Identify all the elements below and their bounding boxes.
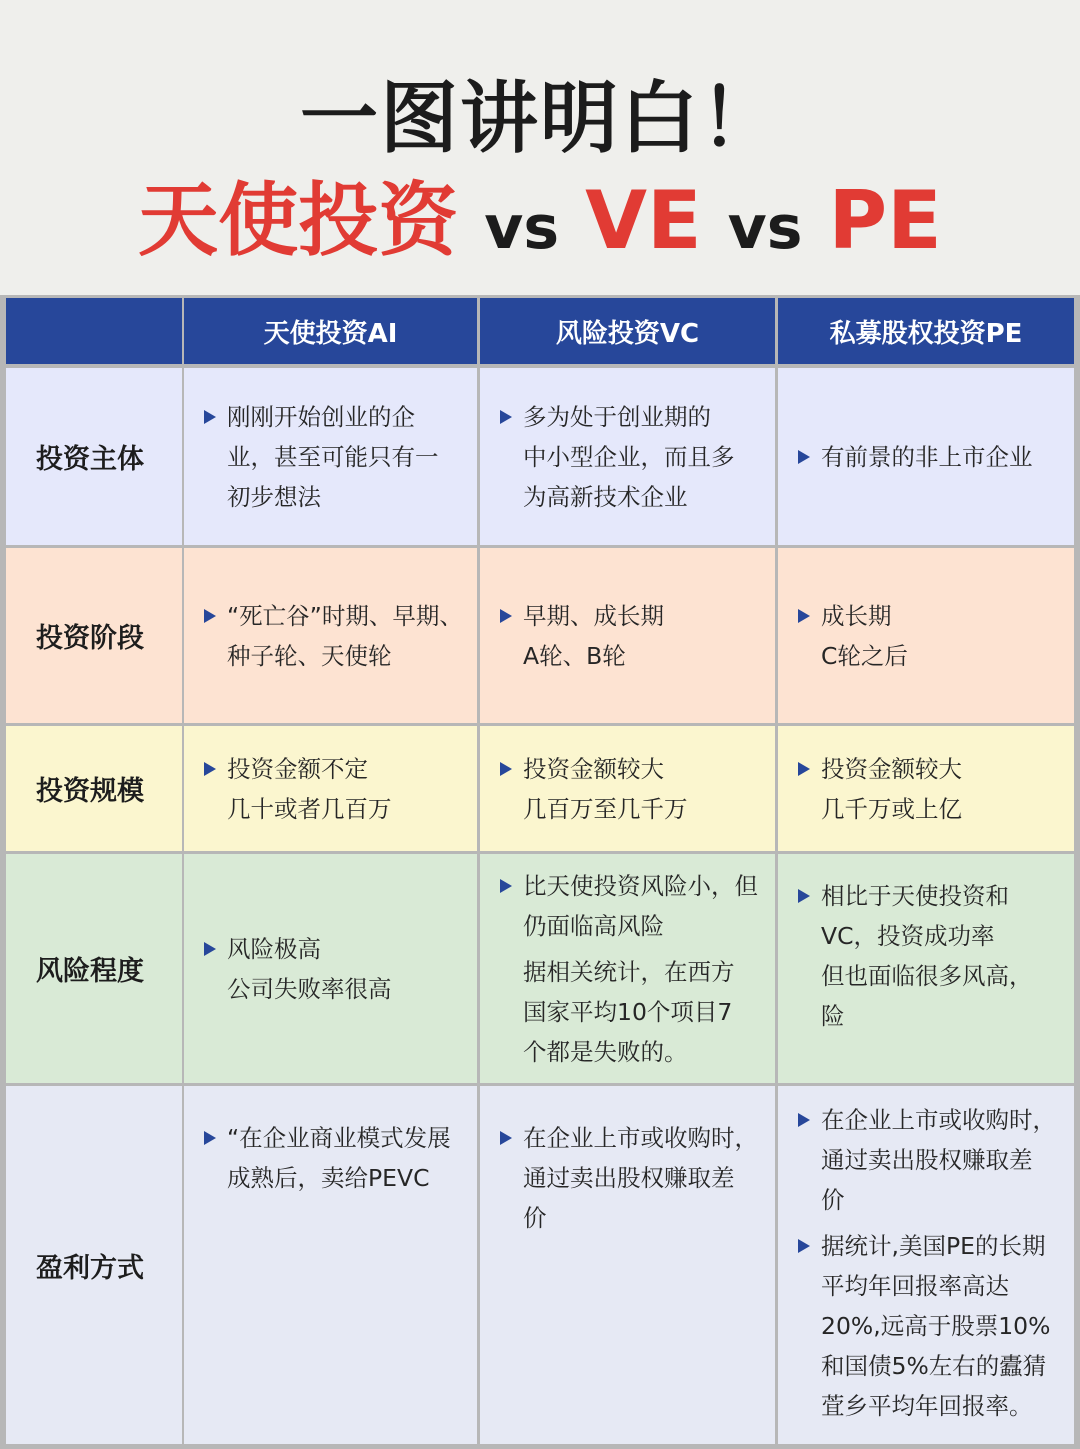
text-line: 风险极高 bbox=[227, 934, 321, 963]
bullet-triangle-icon bbox=[204, 942, 216, 956]
text-line: 几百万至几千万 bbox=[523, 794, 688, 823]
bullet-text bbox=[821, 437, 1033, 477]
text-line: 和国债5%左右的蠹猜 bbox=[821, 1352, 1047, 1380]
bullet-triangle-icon bbox=[500, 410, 512, 424]
text-line: 20%,远高于股票10% bbox=[821, 1312, 1051, 1340]
bullet-item bbox=[204, 1118, 465, 1198]
bullet-triangle-icon bbox=[204, 609, 216, 623]
bullet-triangle-icon bbox=[204, 1131, 216, 1145]
table-cell bbox=[480, 548, 775, 723]
text-line: 中小型企业，而且多 bbox=[523, 442, 735, 471]
text-line: VC，投资成功率 bbox=[821, 922, 995, 950]
subtitle-vs-1: vs bbox=[484, 193, 560, 263]
bullet-item bbox=[798, 437, 1062, 477]
text-line: C轮之后 bbox=[821, 641, 908, 670]
bullet-text bbox=[821, 1226, 1050, 1426]
bullet-text bbox=[523, 749, 688, 829]
text-line: 通过卖出股权赚取差 bbox=[821, 1146, 1033, 1174]
text-line: 成熟后，卖给PEVC bbox=[227, 1164, 430, 1192]
table-cell bbox=[778, 368, 1074, 545]
bullet-text bbox=[523, 596, 664, 676]
title-area bbox=[0, 0, 1080, 295]
subtitle-ve: VE bbox=[585, 174, 702, 267]
bullet-item bbox=[204, 749, 465, 829]
column-header: 天使投资AI bbox=[184, 298, 477, 364]
row-label: 投资规模 bbox=[6, 726, 182, 851]
bullet-text bbox=[821, 749, 962, 829]
bullet-text bbox=[821, 876, 1033, 1036]
table-cell bbox=[778, 548, 1074, 723]
bullet-item bbox=[500, 749, 763, 829]
bullet-item bbox=[500, 596, 763, 676]
text-line: 投资金额较大 bbox=[821, 754, 962, 783]
bullet-item bbox=[204, 596, 465, 676]
bullet-triangle-icon bbox=[798, 1239, 810, 1253]
page-title: 一图讲明白！ bbox=[299, 74, 780, 164]
bullet-text bbox=[821, 596, 908, 676]
table-cell bbox=[184, 726, 477, 851]
table-cell bbox=[480, 726, 775, 851]
table-cell bbox=[778, 726, 1074, 851]
text-line: 在企业上市或收购时， bbox=[523, 1124, 758, 1152]
header-corner bbox=[6, 298, 182, 364]
bullet-text bbox=[523, 1118, 758, 1238]
bullet-triangle-icon bbox=[500, 879, 512, 893]
column-header: 风险投资VC bbox=[480, 298, 775, 364]
table-cell bbox=[184, 548, 477, 723]
text-line: 种子轮、天使轮 bbox=[227, 641, 392, 670]
table-cell bbox=[480, 854, 775, 1083]
bullet-triangle-icon bbox=[500, 965, 512, 979]
bullet-text bbox=[227, 397, 439, 517]
bullet-triangle-icon bbox=[500, 762, 512, 776]
bullet-item bbox=[204, 929, 465, 1009]
text-line: 初步想法 bbox=[227, 482, 321, 511]
column-header: 私募股权投资PE bbox=[778, 298, 1074, 364]
subtitle-pe: PE bbox=[828, 174, 942, 267]
text-line: 比天使投资风险小，但 bbox=[523, 871, 758, 900]
row-label: 投资主体 bbox=[6, 368, 182, 545]
bullet-item bbox=[798, 1226, 1062, 1426]
table-cell bbox=[184, 1086, 477, 1444]
text-line: 价 bbox=[523, 1204, 547, 1232]
bullet-text bbox=[227, 1118, 451, 1198]
text-line: 为高新技术企业 bbox=[523, 482, 688, 511]
bullet-triangle-icon bbox=[204, 762, 216, 776]
bullet-text bbox=[227, 929, 392, 1009]
bullet-triangle-icon bbox=[500, 609, 512, 623]
bullet-triangle-icon bbox=[798, 450, 810, 464]
bullet-triangle-icon bbox=[798, 1113, 810, 1127]
text-line: 险 bbox=[821, 1002, 845, 1030]
text-line: 价 bbox=[821, 1186, 845, 1214]
table-cell bbox=[778, 1086, 1074, 1444]
text-line: “在企业商业模式发展 bbox=[227, 1124, 451, 1152]
text-line: 公司失败率很高 bbox=[227, 974, 392, 1003]
bullet-triangle-icon bbox=[798, 889, 810, 903]
text-line: 早期、成长期 bbox=[523, 601, 664, 630]
row-label: 风险程度 bbox=[6, 854, 182, 1083]
text-line: 投资金额较大 bbox=[523, 754, 664, 783]
text-line: 萓乡平均年回报率。 bbox=[821, 1392, 1033, 1420]
bullet-text bbox=[523, 952, 735, 1072]
table-cell bbox=[184, 368, 477, 545]
bullet-item bbox=[798, 876, 1062, 1036]
bullet-item bbox=[500, 952, 763, 1072]
text-line: 相比于天使投资和 bbox=[821, 882, 1009, 910]
bullet-text bbox=[227, 749, 392, 829]
bullet-text bbox=[523, 866, 758, 946]
table-cell bbox=[480, 368, 775, 545]
bullet-triangle-icon bbox=[798, 762, 810, 776]
bullet-text bbox=[523, 397, 735, 517]
bullet-item bbox=[500, 1118, 763, 1238]
bullet-item bbox=[798, 1100, 1062, 1220]
bullet-triangle-icon bbox=[500, 1131, 512, 1145]
bullet-item bbox=[500, 397, 763, 517]
text-line: 仍面临高风险 bbox=[523, 911, 664, 940]
subtitle-vs-2: vs bbox=[727, 193, 803, 263]
text-line: 几千万或上亿 bbox=[821, 794, 962, 823]
page-subtitle bbox=[0, 156, 1080, 271]
bullet-text bbox=[227, 596, 463, 676]
bullet-item bbox=[798, 749, 1062, 829]
subtitle-angel: 天使投资 bbox=[138, 174, 459, 267]
bullet-item bbox=[204, 397, 465, 517]
table-cell bbox=[480, 1086, 775, 1444]
text-line: “死亡谷”时期、早期、 bbox=[227, 601, 463, 630]
text-line: 在企业上市或收购时， bbox=[821, 1106, 1056, 1134]
text-line: 国家平均10个项目7 bbox=[523, 997, 733, 1026]
text-line: 刚刚开始创业的企 bbox=[227, 402, 415, 431]
table-cell bbox=[778, 854, 1074, 1083]
text-line: 据统计,美国PE的长期 bbox=[821, 1232, 1046, 1260]
row-label: 投资阶段 bbox=[6, 548, 182, 723]
comparison-table bbox=[0, 295, 1080, 1449]
bullet-triangle-icon bbox=[798, 609, 810, 623]
bullet-item bbox=[798, 596, 1062, 676]
text-line: 多为处于创业期的 bbox=[523, 402, 711, 431]
text-line: 通过卖出股权赚取差 bbox=[523, 1164, 735, 1192]
text-line: 但也面临很多风高， bbox=[821, 962, 1033, 990]
text-line: 有前景的非上市企业 bbox=[821, 442, 1033, 471]
bullet-text bbox=[821, 1100, 1056, 1220]
text-line: 成长期 bbox=[821, 601, 892, 630]
text-line: 个都是失败的。 bbox=[523, 1037, 688, 1066]
text-line: 据相关统计，在西方 bbox=[523, 957, 735, 986]
text-line: 几十或者几百万 bbox=[227, 794, 392, 823]
text-line: 平均年回报率高达 bbox=[821, 1272, 1009, 1300]
row-label: 盈利方式 bbox=[6, 1086, 182, 1444]
table-cell bbox=[184, 854, 477, 1083]
text-line: 投资金额不定 bbox=[227, 754, 368, 783]
text-line: A轮、B轮 bbox=[523, 641, 626, 670]
bullet-triangle-icon bbox=[204, 410, 216, 424]
bullet-item bbox=[500, 866, 763, 946]
text-line: 业，甚至可能只有一 bbox=[227, 442, 439, 471]
